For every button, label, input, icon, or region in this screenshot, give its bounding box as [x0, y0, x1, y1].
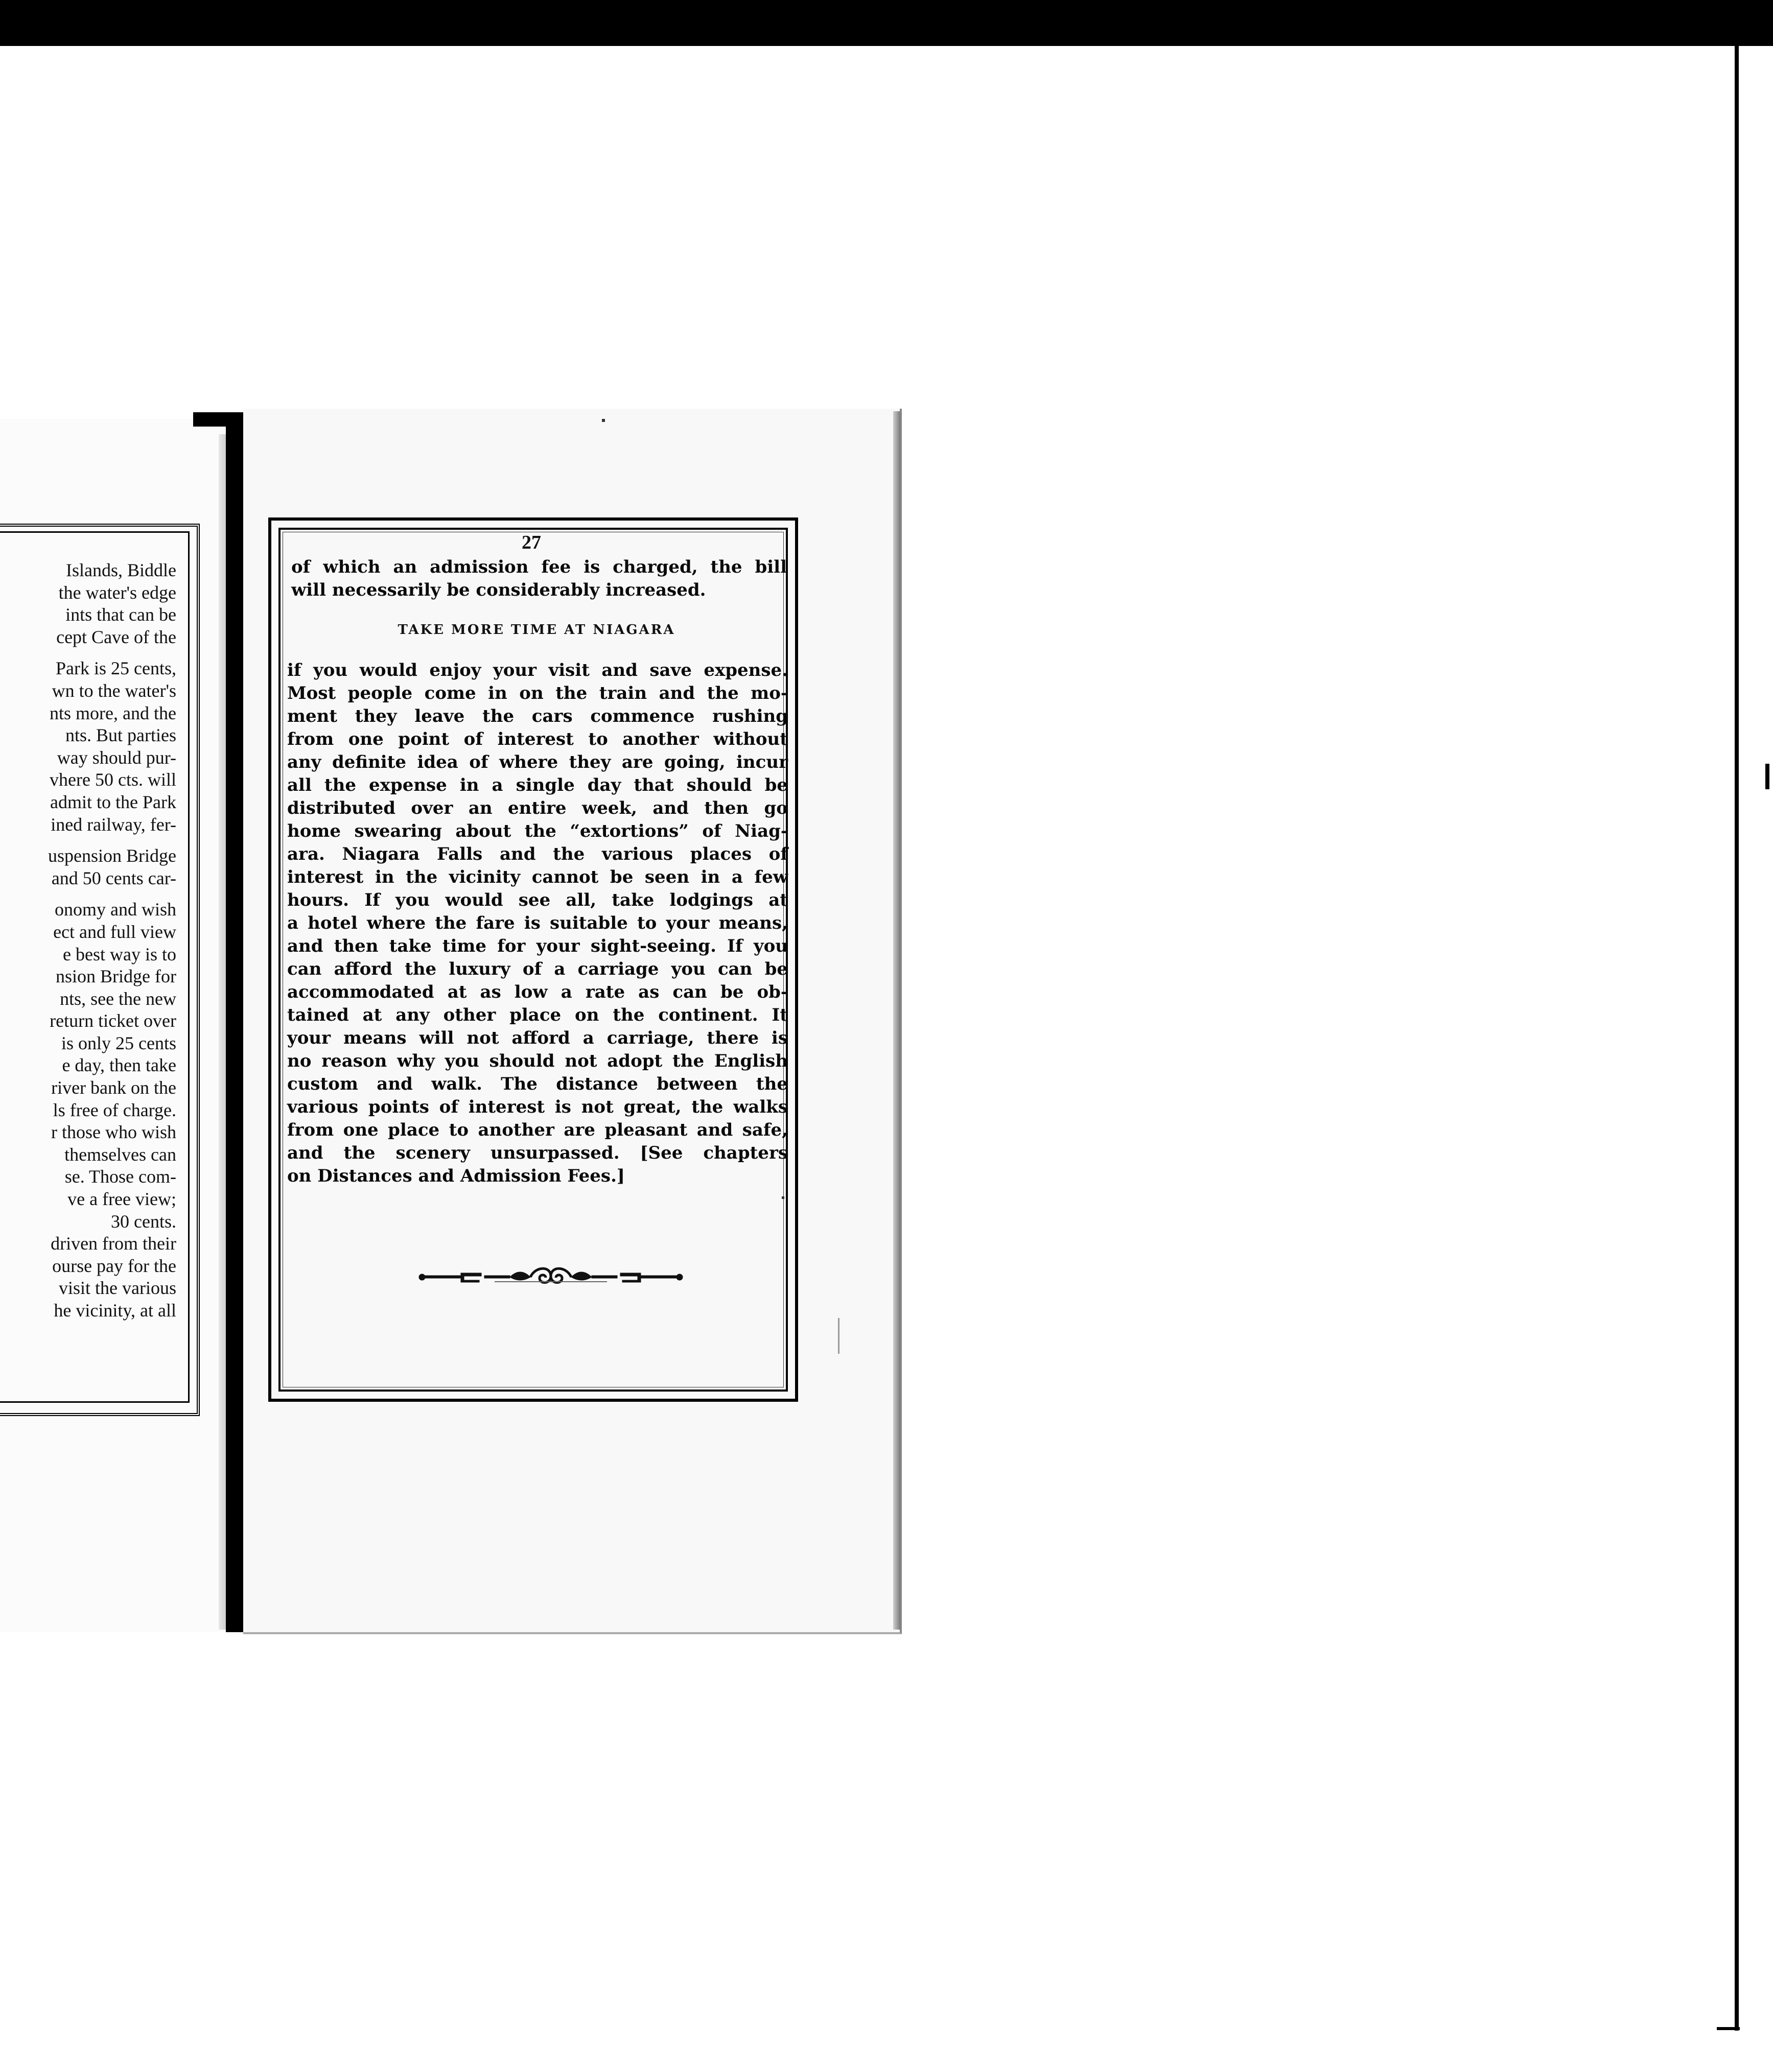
section-heading: TAKE MORE TIME AT NIAGARA [398, 622, 675, 638]
book-spine [226, 419, 243, 1632]
left-text-line: 30 cents. [111, 1211, 176, 1232]
left-text-line [0, 889, 176, 899]
left-text-line: driven from their [51, 1233, 176, 1254]
left-text-line: ls free of charge. [53, 1099, 176, 1120]
bottom-scan-border [1717, 2027, 1740, 2030]
left-text-line: the water's edge [58, 582, 176, 603]
page-edge-shadow [893, 411, 900, 1630]
text-line: ara. Niagara Falls and the various places of [287, 844, 788, 864]
text-line: from one point of interest to another without [287, 729, 788, 749]
text-line: of which an admission fee is charged, the bill [291, 557, 787, 577]
left-page-text [0, 559, 176, 1322]
left-text-line: wn to the water's [52, 680, 176, 701]
text-line: and the scenery unsurpassed. [See chapters [287, 1143, 788, 1163]
right-scan-border [1735, 43, 1739, 2031]
left-text-line: Islands, Biddle [66, 560, 176, 580]
main-paragraph [287, 659, 788, 1188]
left-text-line: nts, see the new [60, 988, 176, 1009]
left-text-line: e day, then take [62, 1055, 176, 1076]
text-line: a hotel where the fare is suitable to your means, [287, 913, 788, 933]
left-text-line: e best way is to [63, 944, 176, 964]
text-line: any definite idea of where they are going, incur [287, 752, 788, 772]
text-line: hours. If you would see all, take lodgings at [287, 890, 788, 910]
left-text-line: and 50 cents car- [51, 867, 176, 888]
paper-speck [602, 419, 605, 422]
text-line: if you would enjoy your visit and save expense. [287, 660, 788, 680]
text-line: ment they leave the cars commence rushing [287, 706, 788, 726]
left-text-line [0, 648, 176, 657]
left-text-line: river bank on the [51, 1077, 176, 1098]
left-text-line: is only 25 cents [61, 1032, 176, 1053]
edge-mark [1765, 764, 1769, 789]
left-text-line: Park is 25 cents, [56, 658, 176, 679]
left-text-line: admit to the Park [50, 791, 176, 812]
paper-speck [782, 1196, 784, 1199]
intro-paragraph [291, 556, 787, 602]
page-number: 27 [522, 532, 541, 553]
text-line: various points of interest is not great, the walks [287, 1097, 788, 1117]
text-line: Most people come in on the train and the mo- [287, 683, 788, 703]
left-text-line: visit the various [59, 1278, 176, 1299]
left-text-line: nts more, and the [50, 702, 176, 723]
left-text-line: r those who wish [51, 1122, 176, 1143]
left-text-line: return ticket over [50, 1010, 176, 1031]
text-line: custom and walk. The distance between the [287, 1074, 788, 1094]
spine-shadow [219, 434, 226, 1630]
text-line: tained at any other place on the continent. It [287, 1005, 788, 1025]
text-line: your means will not afford a carriage, there is [287, 1028, 788, 1048]
text-line: on Distances and Admission Fees.] [287, 1166, 625, 1186]
text-line: all the expense in a single day that should be [287, 775, 788, 795]
left-text-line: nsion Bridge for [56, 966, 176, 987]
left-text-line: se. Those com- [64, 1166, 176, 1187]
left-text-line: he vicinity, at all [54, 1300, 176, 1321]
left-text-line: cept Cave of the [56, 626, 176, 647]
text-line: and then take time for your sight-seeing. If you [287, 936, 788, 956]
text-line: accommodated at as low a rate as can be ob- [287, 982, 788, 1002]
text-line: no reason why you should not adopt the English [287, 1051, 788, 1071]
text-line: interest in the vicinity cannot be seen in a few [287, 867, 788, 887]
left-text-line: ints that can be [65, 604, 176, 625]
left-text-line: vhere 50 cts. will [50, 769, 176, 790]
top-scan-border [0, 0, 1773, 46]
left-text-line: ve a free view; [67, 1189, 176, 1210]
left-text-line: ect and full view [53, 921, 176, 942]
scroll-ornament-icon [418, 1266, 684, 1286]
text-line: from one place to another are pleasant and safe, [287, 1120, 788, 1140]
left-text-line: uspension Bridge [48, 845, 176, 866]
left-text-line: ined railway, fer- [51, 814, 176, 835]
text-line: will necessarily be considerably increased. [291, 580, 706, 600]
left-text-line: ourse pay for the [52, 1255, 176, 1276]
left-text-line [0, 836, 176, 845]
text-line: can afford the luxury of a carriage you can be [287, 959, 788, 979]
left-text-line: onomy and wish [55, 899, 176, 920]
text-line: home swearing about the “extortions” of Niag- [287, 821, 788, 841]
left-text-line: themselves can [64, 1144, 176, 1165]
paper-mark [838, 1318, 839, 1354]
left-text-line: nts. But parties [65, 725, 176, 746]
left-text-line: way should pur- [57, 747, 176, 768]
text-line: distributed over an entire week, and then go [287, 798, 788, 818]
